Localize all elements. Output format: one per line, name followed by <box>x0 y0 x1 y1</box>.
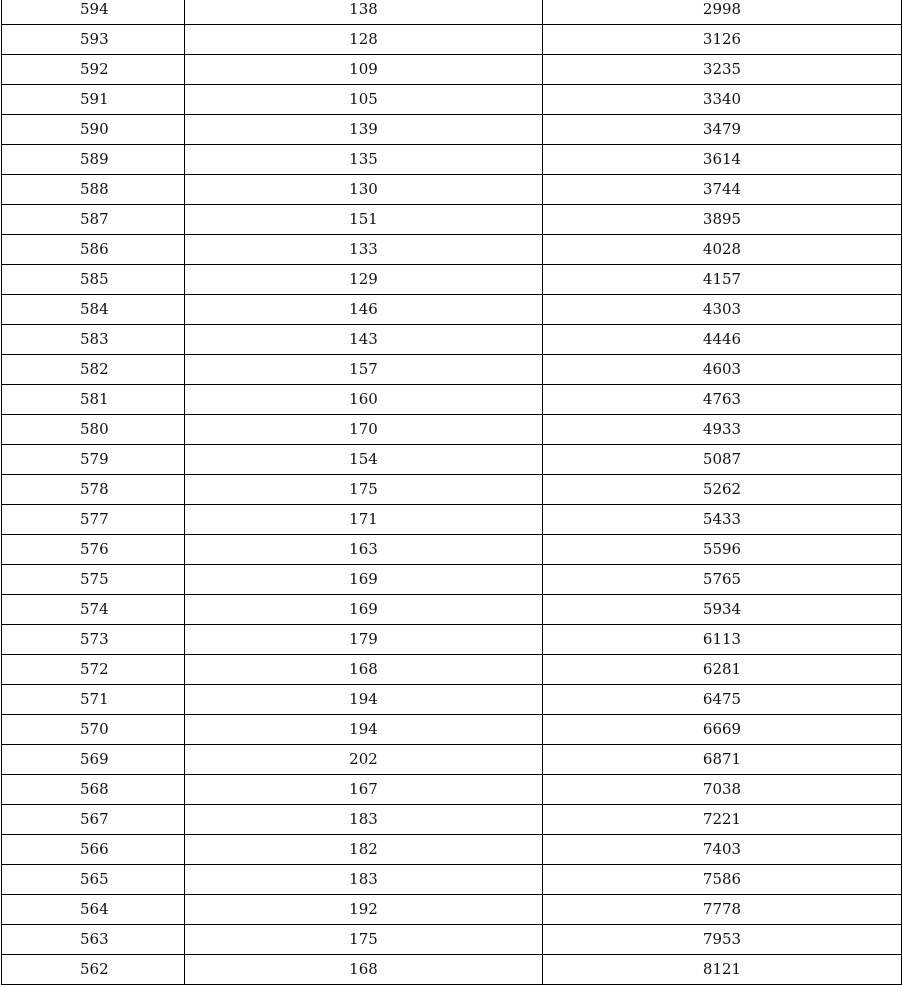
cumulative-cell: 7586 <box>543 865 902 895</box>
table-row <box>2 55 902 85</box>
score-cell: 590 <box>2 115 185 145</box>
table-row <box>2 205 902 235</box>
cumulative-cell: 6281 <box>543 655 902 685</box>
cumulative-cell: 6475 <box>543 685 902 715</box>
cumulative-cell: 5262 <box>543 475 902 505</box>
count-cell: 129 <box>185 265 543 295</box>
count-cell: 169 <box>185 565 543 595</box>
score-cell: 570 <box>2 715 185 745</box>
cumulative-cell: 4763 <box>543 385 902 415</box>
count-cell: 105 <box>185 85 543 115</box>
count-cell: 151 <box>185 205 543 235</box>
table-row <box>2 565 902 595</box>
table-row <box>2 865 902 895</box>
cumulative-cell: 3340 <box>543 85 902 115</box>
score-cell: 566 <box>2 835 185 865</box>
count-cell: 138 <box>185 0 543 25</box>
table-row <box>2 805 902 835</box>
score-cell: 572 <box>2 655 185 685</box>
count-cell: 169 <box>185 595 543 625</box>
cumulative-cell: 6113 <box>543 625 902 655</box>
score-cell: 585 <box>2 265 185 295</box>
count-cell: 182 <box>185 835 543 865</box>
cumulative-cell: 8121 <box>543 955 902 985</box>
table-row <box>2 325 902 355</box>
count-cell: 168 <box>185 655 543 685</box>
table-row <box>2 625 902 655</box>
score-cell: 591 <box>2 85 185 115</box>
count-cell: 170 <box>185 415 543 445</box>
score-cell: 574 <box>2 595 185 625</box>
table-row <box>2 595 902 625</box>
score-cell: 562 <box>2 955 185 985</box>
cumulative-cell: 7953 <box>543 925 902 955</box>
count-cell: 146 <box>185 295 543 325</box>
count-cell: 135 <box>185 145 543 175</box>
cumulative-cell: 7038 <box>543 775 902 805</box>
score-cell: 584 <box>2 295 185 325</box>
cumulative-cell: 3895 <box>543 205 902 235</box>
cumulative-cell: 7403 <box>543 835 902 865</box>
score-cell: 592 <box>2 55 185 85</box>
score-cell: 579 <box>2 445 185 475</box>
count-cell: 202 <box>185 745 543 775</box>
score-cell: 569 <box>2 745 185 775</box>
cumulative-cell: 5934 <box>543 595 902 625</box>
cumulative-cell: 5087 <box>543 445 902 475</box>
table-row <box>2 925 902 955</box>
cumulative-cell: 6871 <box>543 745 902 775</box>
count-cell: 194 <box>185 715 543 745</box>
count-cell: 194 <box>185 685 543 715</box>
count-cell: 171 <box>185 505 543 535</box>
score-cell: 586 <box>2 235 185 265</box>
cumulative-cell: 4603 <box>543 355 902 385</box>
count-cell: 175 <box>185 475 543 505</box>
count-cell: 179 <box>185 625 543 655</box>
table-row <box>2 265 902 295</box>
table-row <box>2 235 902 265</box>
table-row <box>2 955 902 985</box>
count-cell: 109 <box>185 55 543 85</box>
score-cell: 587 <box>2 205 185 235</box>
count-cell: 168 <box>185 955 543 985</box>
score-cell: 578 <box>2 475 185 505</box>
count-cell: 133 <box>185 235 543 265</box>
count-cell: 167 <box>185 775 543 805</box>
score-cell: 576 <box>2 535 185 565</box>
score-cell: 575 <box>2 565 185 595</box>
table-row <box>2 505 902 535</box>
cumulative-cell: 4933 <box>543 415 902 445</box>
table-row <box>2 745 902 775</box>
cumulative-cell: 4028 <box>543 235 902 265</box>
table-row <box>2 145 902 175</box>
score-cell: 589 <box>2 145 185 175</box>
score-cell: 564 <box>2 895 185 925</box>
table-row <box>2 895 902 925</box>
cumulative-cell: 3479 <box>543 115 902 145</box>
table-row <box>2 775 902 805</box>
cumulative-cell: 5433 <box>543 505 902 535</box>
score-cell: 583 <box>2 325 185 355</box>
table-row <box>2 0 902 25</box>
count-cell: 192 <box>185 895 543 925</box>
count-cell: 139 <box>185 115 543 145</box>
table-row <box>2 175 902 205</box>
cumulative-cell: 3744 <box>543 175 902 205</box>
cumulative-cell: 3235 <box>543 55 902 85</box>
score-cell: 573 <box>2 625 185 655</box>
score-cell: 567 <box>2 805 185 835</box>
table-row <box>2 685 902 715</box>
count-cell: 175 <box>185 925 543 955</box>
count-cell: 157 <box>185 355 543 385</box>
table-row <box>2 835 902 865</box>
count-cell: 130 <box>185 175 543 205</box>
score-cell: 571 <box>2 685 185 715</box>
table-row <box>2 655 902 685</box>
table-row <box>2 715 902 745</box>
score-cell: 581 <box>2 385 185 415</box>
score-table <box>1 0 902 985</box>
score-cell: 588 <box>2 175 185 205</box>
score-cell: 577 <box>2 505 185 535</box>
score-cell: 565 <box>2 865 185 895</box>
cumulative-cell: 7778 <box>543 895 902 925</box>
score-cell: 593 <box>2 25 185 55</box>
count-cell: 160 <box>185 385 543 415</box>
table-row <box>2 85 902 115</box>
table-row <box>2 25 902 55</box>
score-cell: 580 <box>2 415 185 445</box>
count-cell: 128 <box>185 25 543 55</box>
count-cell: 163 <box>185 535 543 565</box>
table-row <box>2 355 902 385</box>
cumulative-cell: 3126 <box>543 25 902 55</box>
score-cell: 568 <box>2 775 185 805</box>
cumulative-cell: 4303 <box>543 295 902 325</box>
count-cell: 183 <box>185 865 543 895</box>
table-row <box>2 475 902 505</box>
score-cell: 563 <box>2 925 185 955</box>
cumulative-cell: 4157 <box>543 265 902 295</box>
count-cell: 183 <box>185 805 543 835</box>
table-row <box>2 415 902 445</box>
count-cell: 143 <box>185 325 543 355</box>
cumulative-cell: 2998 <box>543 0 902 25</box>
table-row <box>2 115 902 145</box>
table-body <box>2 0 902 985</box>
count-cell: 154 <box>185 445 543 475</box>
cumulative-cell: 7221 <box>543 805 902 835</box>
table-row <box>2 295 902 325</box>
cumulative-cell: 6669 <box>543 715 902 745</box>
table-row <box>2 535 902 565</box>
score-cell: 582 <box>2 355 185 385</box>
cumulative-cell: 5596 <box>543 535 902 565</box>
cumulative-cell: 3614 <box>543 145 902 175</box>
cumulative-cell: 4446 <box>543 325 902 355</box>
table-row <box>2 445 902 475</box>
cumulative-cell: 5765 <box>543 565 902 595</box>
score-cell: 594 <box>2 0 185 25</box>
table-row <box>2 385 902 415</box>
